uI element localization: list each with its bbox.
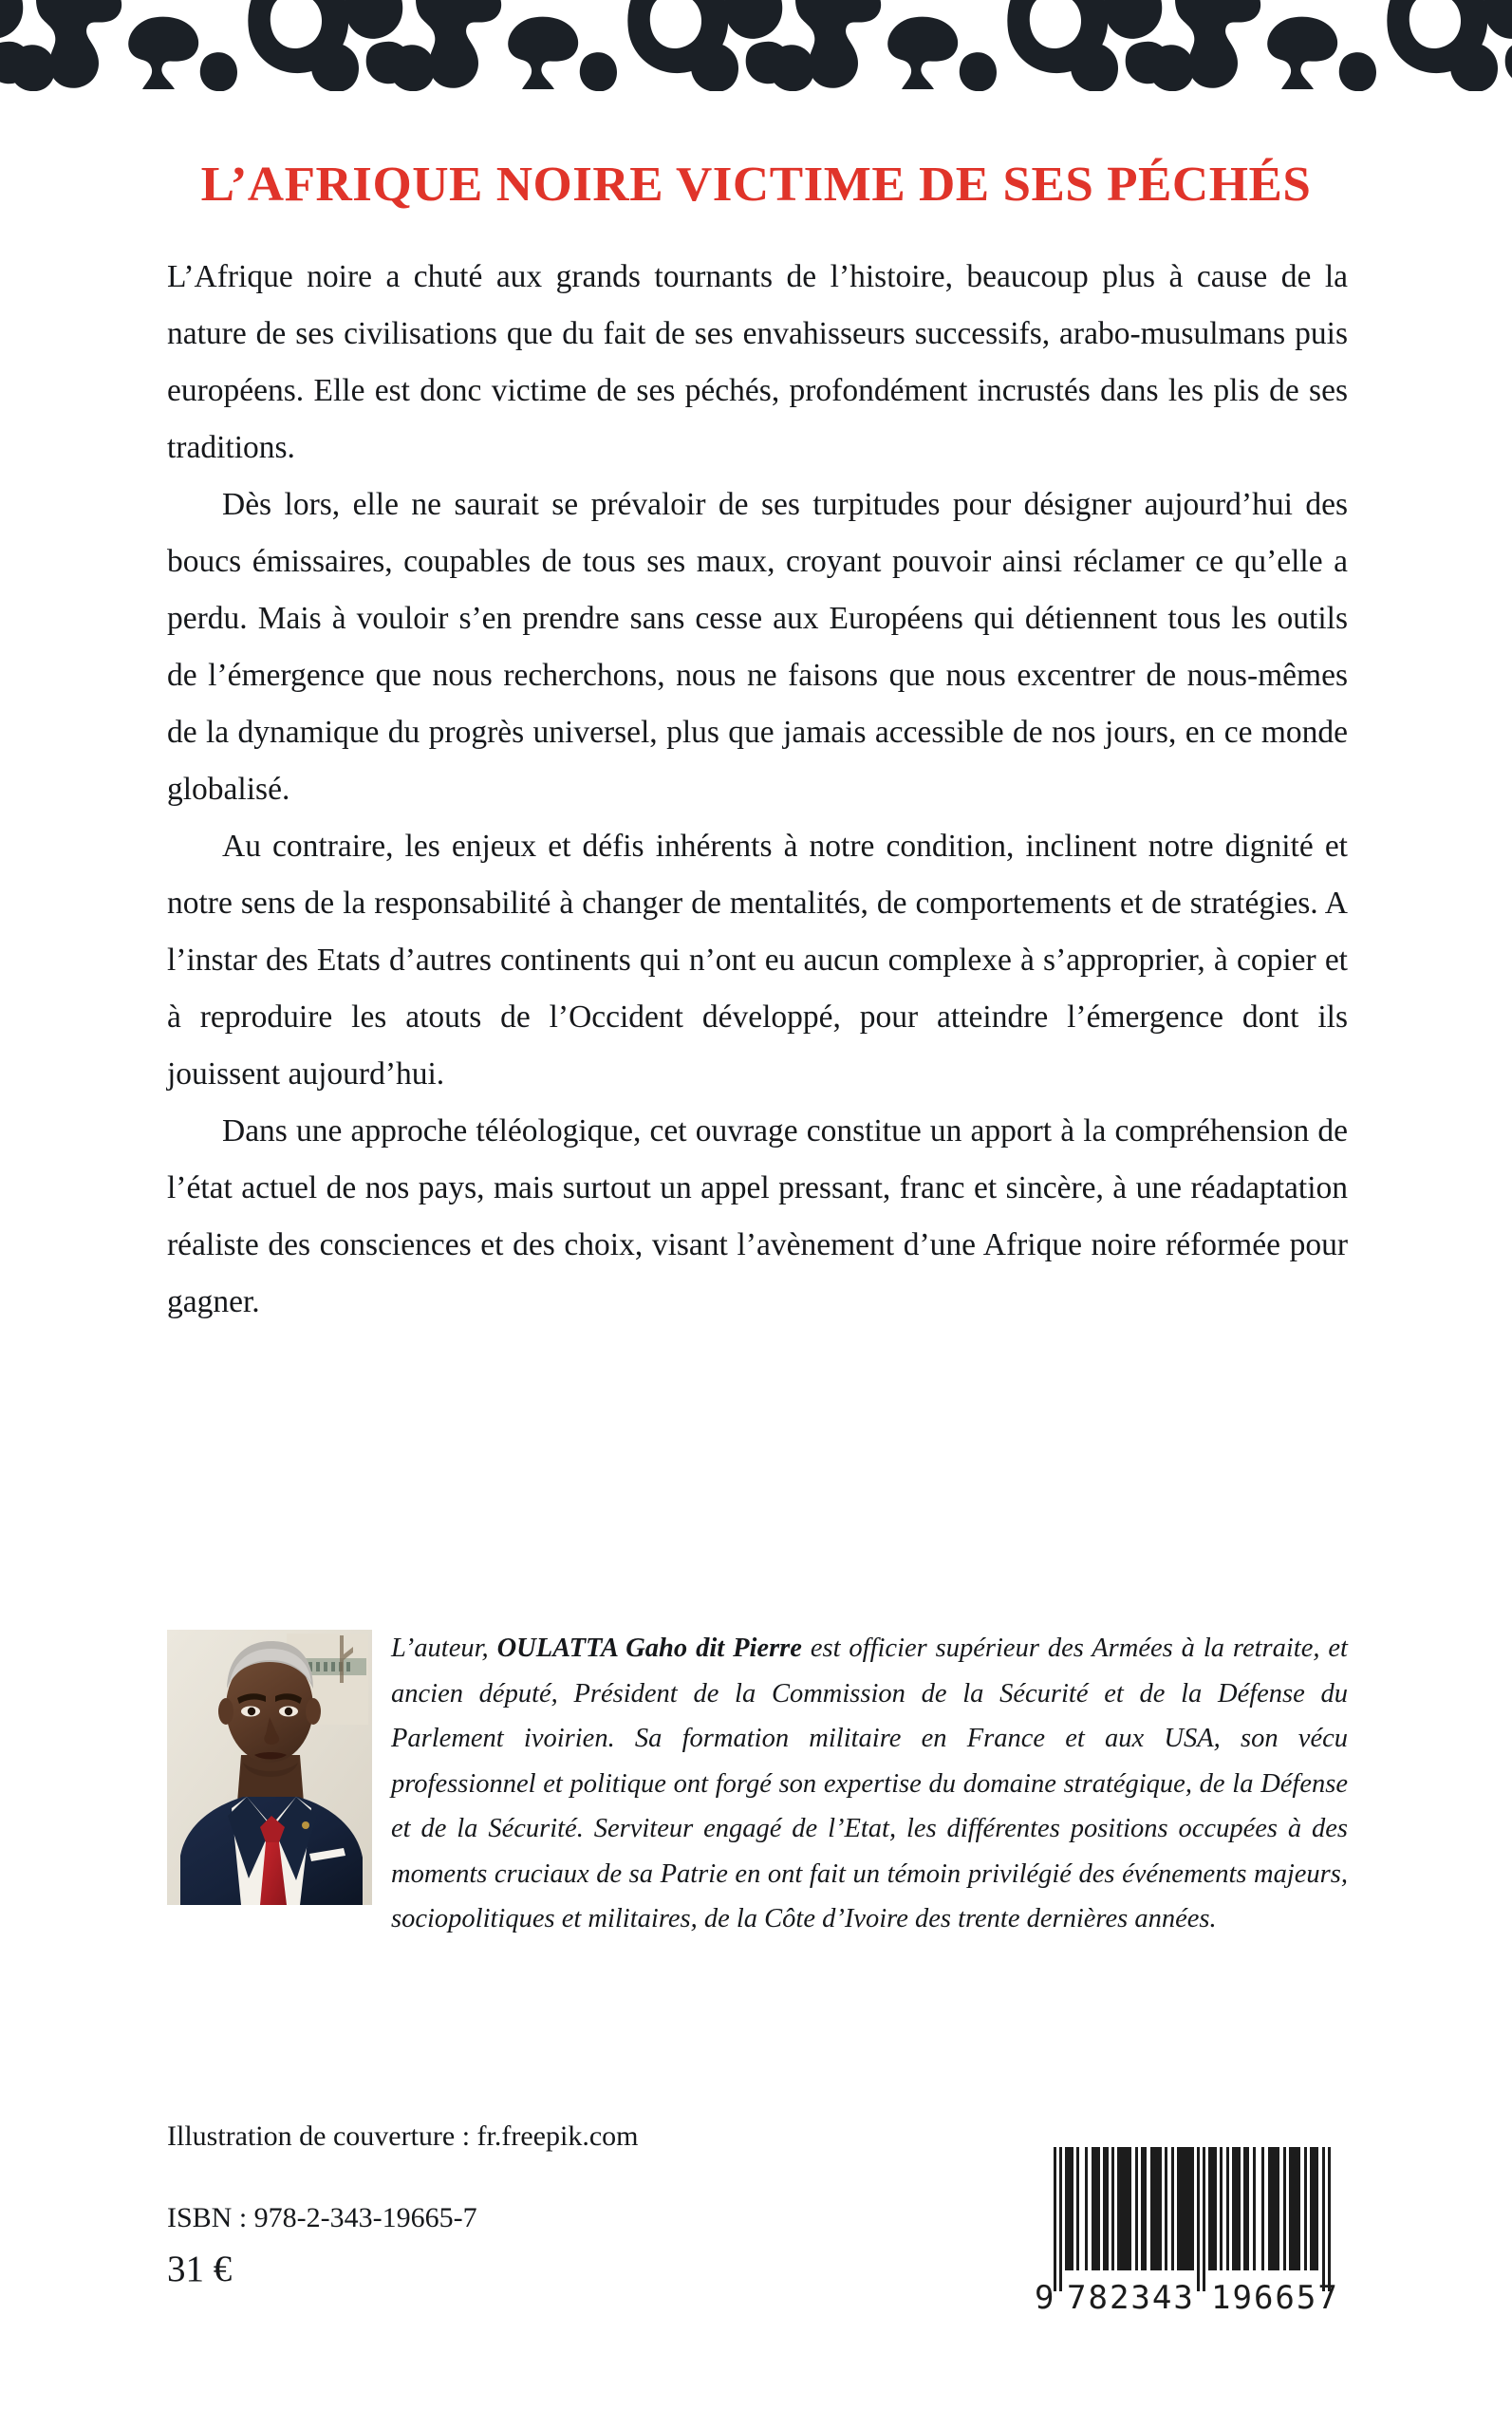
isbn-line: ISBN : 978-2-343-19665-7 (167, 2202, 477, 2233)
back-cover-blurb (167, 249, 1348, 1331)
ean13-barcode-svg (1033, 2138, 1355, 2337)
bio-lead-in: L’auteur, (391, 1634, 497, 1663)
price-line: 31 € (167, 2249, 233, 2289)
barcode-lead-digit: 9 (1035, 2279, 1056, 2317)
leopard-pattern-svg (0, 0, 1512, 91)
blurb-paragraph-2: Dès lors, elle ne saurait se prévaloir de ses turpitudes pour désigner aujourd’hui des boucs émissaires, coupables de tous ses maux, croyant pouvoir ainsi réclamer ce qu’elle a perdu. Mais à vouloir s’en prendre sans cesse aux Européens qui détiennent tous les outils de l’émergence que nous recherchons, nous ne faisons que nous excentrer de nous-mêmes de la dynamique du progrès universel, plus que jamais accessible de nos jours, en ce monde globalisé. (167, 487, 1348, 807)
cover-credit: Illustration de couverture : fr.freepik.com (167, 2120, 639, 2152)
author-portrait-svg (167, 1630, 372, 1905)
author-name: OULATTA Gaho dit Pierre (496, 1634, 802, 1663)
barcode-left-group: 782343 (1067, 2279, 1195, 2317)
author-bio-block (167, 1626, 1348, 1942)
bio-rest: est officier supérieur des Armées à la retraite, et ancien député, Président de la Commission de la Sécurité et de la Défense du Parlement ivoirien. Sa formation militaire en France et aux USA, son vécu professionnel et politique ont forgé son expertise du domaine stratégique, de la Défense et de la Sécurité. Serviteur engagé de l’Etat, les différentes positions occupées à des moments cruciaux de sa Patrie en ont fait un témoin privilégié des événements majeurs, sociopolitiques et militaires, de la Côte d’Ivoire des trente dernières années. (391, 1634, 1348, 1933)
barcode-right-group: 196657 (1211, 2279, 1339, 2317)
ean13-barcode (1033, 2138, 1355, 2337)
blurb-paragraph-3: Au contraire, les enjeux et défis inhérents à notre condition, inclinent notre dignité et notre sens de la responsabilité à changer de mentalités, de comportements et de stratégies. A l’instar des Etats d’autres continents qui n’ont eu aucun complexe à s’approprier, à copier et à reproduire les atouts de l’Occident développé, pour atteindre l’émergence dont ils jouissent aujourd’hui. (167, 829, 1348, 1092)
book-title: L’AFRIQUE NOIRE VICTIME DE SES PÉCHÉS (200, 158, 1312, 212)
author-portrait-photo (167, 1630, 372, 1905)
blurb-paragraph-4: Dans une approche téléologique, cet ouvrage constitue un apport à la compréhension de l’état actuel de nos pays, mais surtout un appel pressant, franc et sincère, à une réadaptation réaliste des consciences et des choix, visant l’avènement d’une Afrique noire réformée pour gagner. (167, 1113, 1348, 1319)
leopard-pattern-band (0, 0, 1512, 91)
blurb-paragraph-1: L’Afrique noire a chuté aux grands tournants de l’histoire, beaucoup plus à cause de la nature de ses civilisations que du fait de ses envahisseurs successifs, arabo-musulmans puis européens. Elle est donc victime de ses péchés, profondément incrustés dans les plis de ses traditions. (167, 259, 1348, 465)
